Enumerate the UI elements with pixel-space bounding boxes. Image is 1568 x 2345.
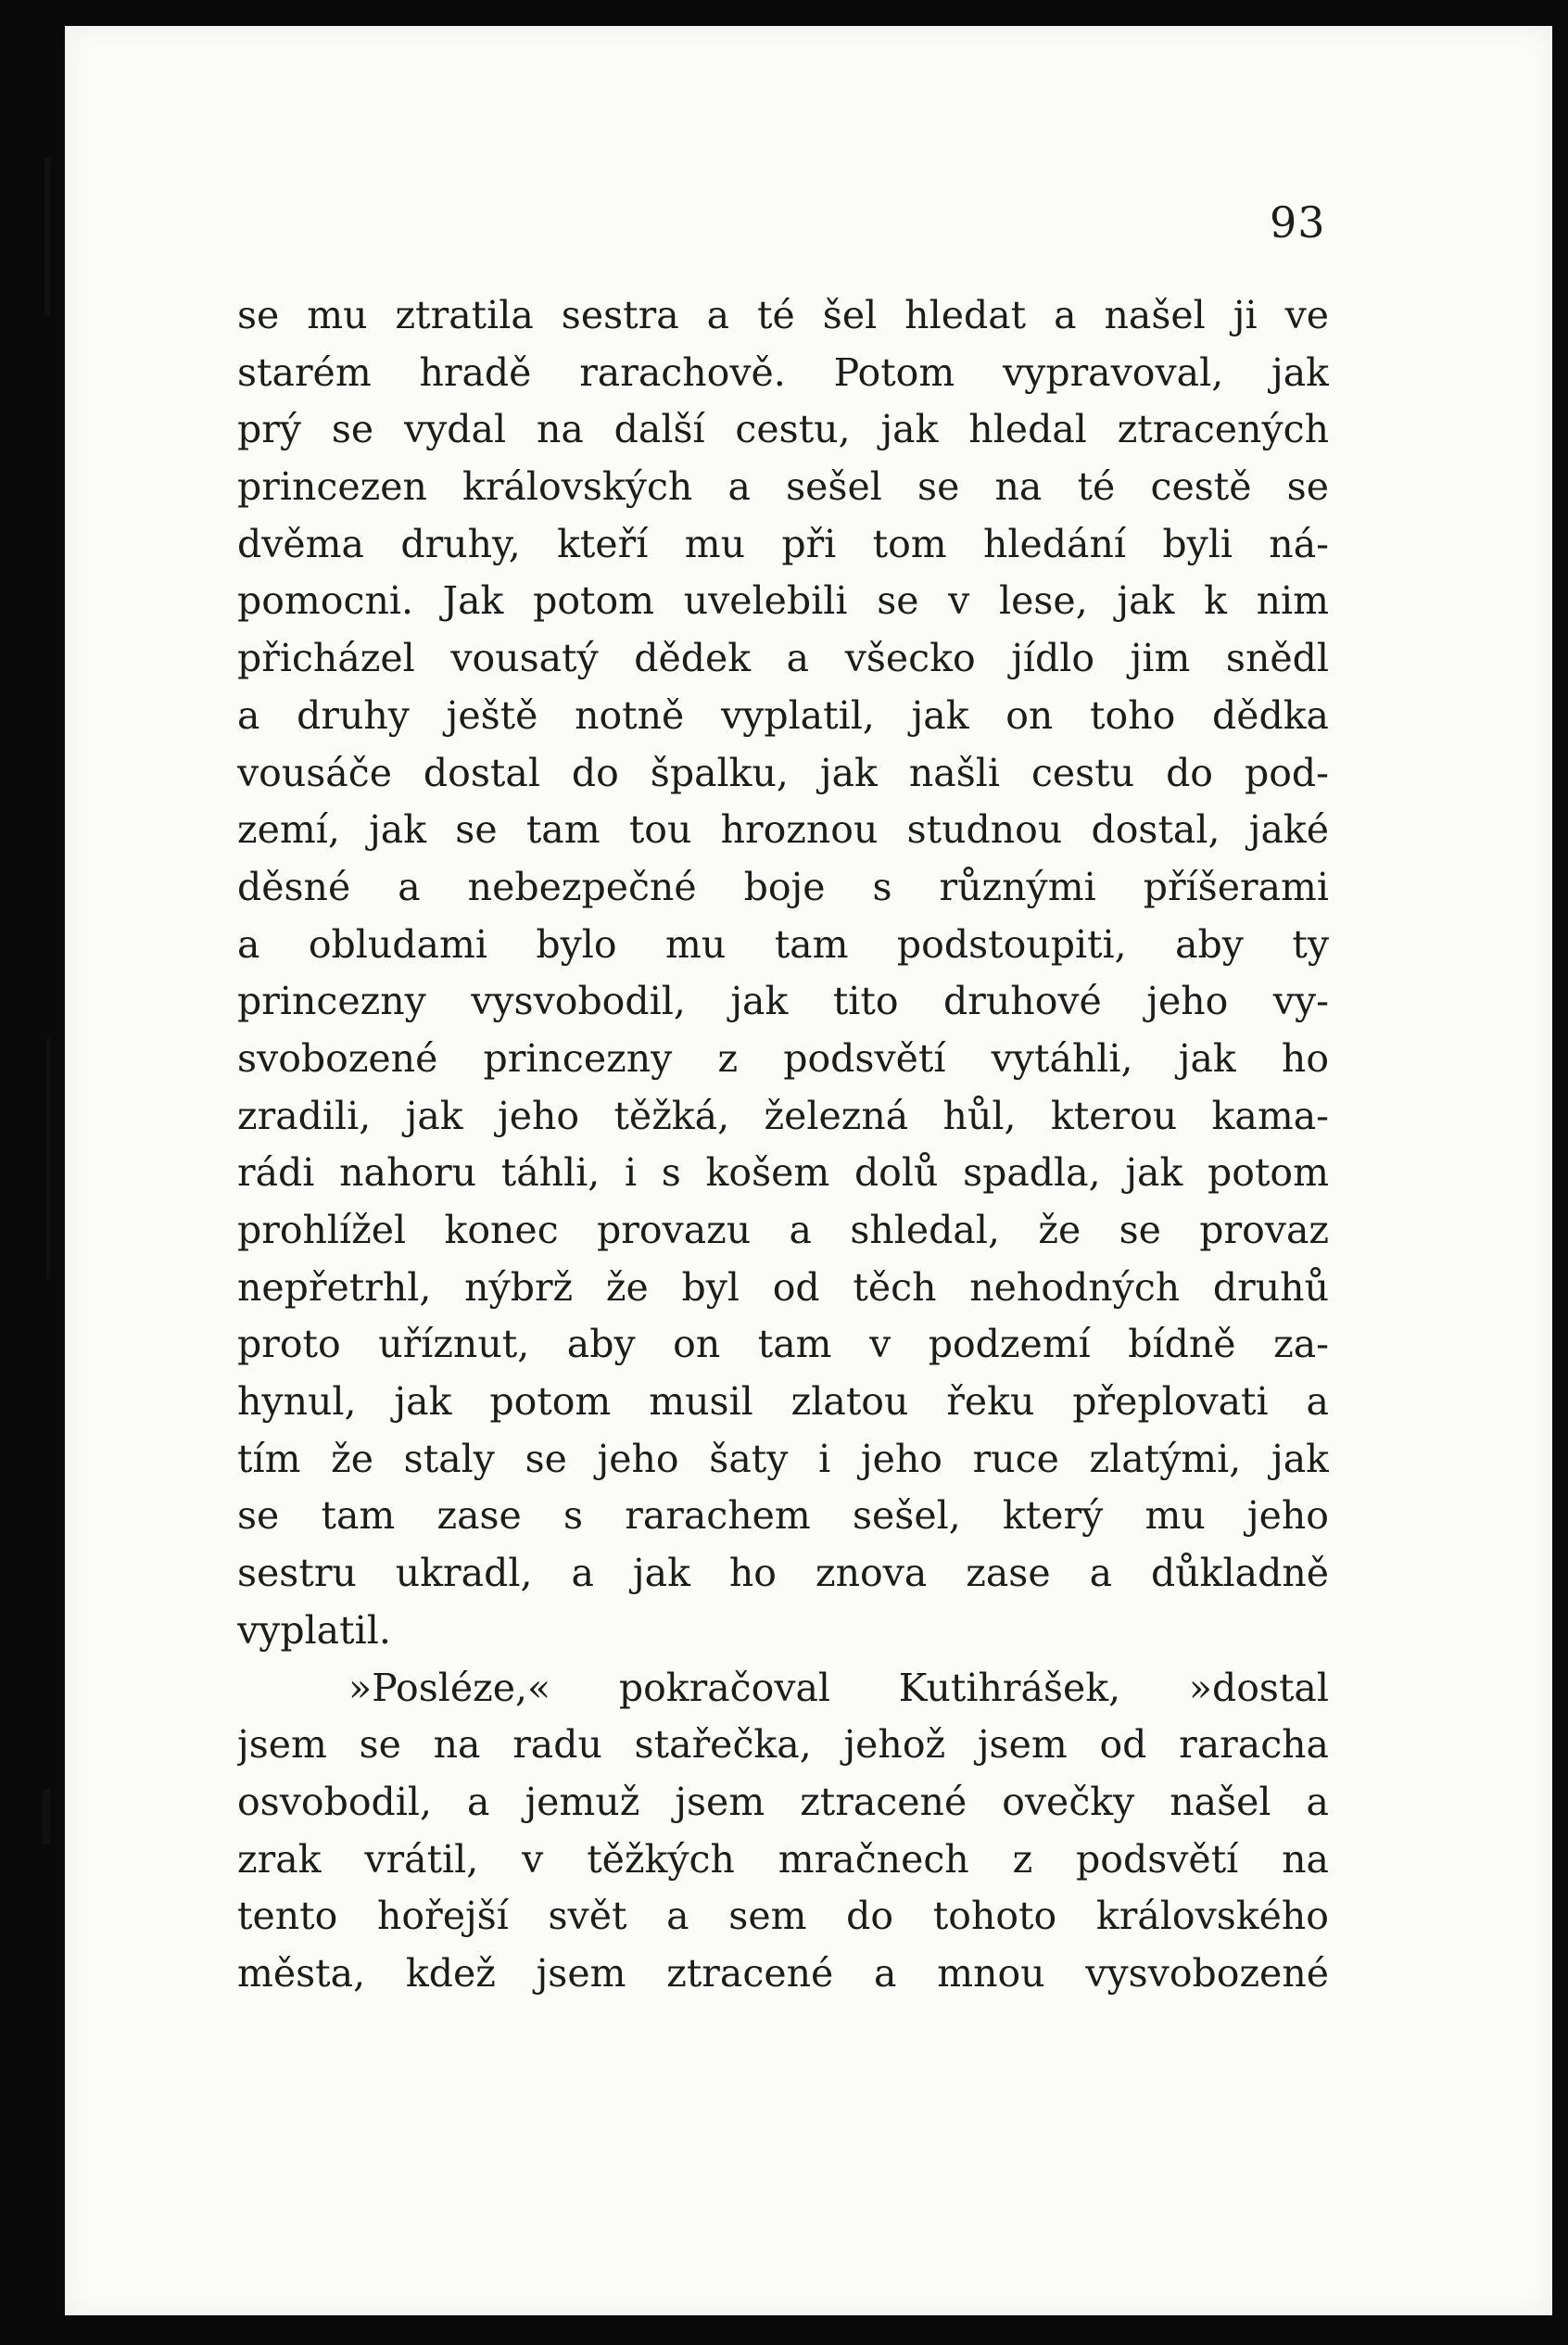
text-line: a obludami bylo mu tam podstoupiti, aby ty xyxy=(237,921,1329,967)
text-line: osvobodil, a jemuž jsem ztracené ovečky našel a xyxy=(237,1779,1329,1824)
text-line: prý se vydal na další cestu, jak hledal ztracených xyxy=(237,407,1329,452)
scan-edge-mark xyxy=(44,158,50,315)
text-line: jsem se na radu stařečka, jehož jsem od raracha xyxy=(237,1722,1329,1768)
scan-edge-mark xyxy=(46,1038,50,1279)
text-line: tím že staly se jeho šaty i jeho ruce zlatými, jak xyxy=(237,1436,1329,1481)
text-line: rádi nahoru táhli, i s košem dolů spadla, jak potom xyxy=(237,1150,1329,1196)
text-line: princezny vysvobodil, jak tito druhové jeho vy- xyxy=(237,979,1329,1024)
page-text xyxy=(237,287,1329,2003)
text-line: přicházel vousatý dědek a všecko jídlo jim snědl xyxy=(237,636,1329,681)
text-line: zradili, jak jeho těžká, železná hůl, kterou kama- xyxy=(237,1093,1329,1138)
text-line: zrak vrátil, v těžkých mračnech z podsvětí na xyxy=(237,1836,1329,1882)
text-line: nepřetrhl, nýbrž že byl od těch nehodných druhů xyxy=(237,1264,1329,1310)
paragraph-1 xyxy=(237,287,1329,1660)
paragraph-2 xyxy=(237,1660,1329,2003)
text-line: města, kdež jsem ztracené a mnou vysvobozené xyxy=(237,1950,1329,1996)
text-line: vousáče dostal do špalku, jak našli cestu do pod- xyxy=(237,750,1329,795)
text-line: »Posléze,« pokračoval Kutihrášek, »dostal xyxy=(348,1665,1329,1710)
text-line: proto uříznut, aby on tam v podzemí bídně za- xyxy=(237,1322,1329,1367)
text-line: děsné a nebezpečné boje s různými příšerami xyxy=(237,864,1329,909)
text-line: tento hořejší svět a sem do tohoto královského xyxy=(237,1894,1329,1939)
text-line: svobozené princezny z podsvětí vytáhli, jak ho xyxy=(237,1035,1329,1081)
page-number: 93 xyxy=(1270,197,1326,247)
text-line: dvěma druhy, kteří mu při tom hledání byli ná- xyxy=(237,521,1329,566)
text-line: a druhy ještě notně vyplatil, jak on toho dědka xyxy=(237,692,1329,738)
text-line: pomocni. Jak potom uvelebili se v lese, jak k nim xyxy=(237,578,1329,624)
text-line: se mu ztratila sestra a té šel hledat a našel ji ve xyxy=(237,293,1329,337)
text-line: vyplatil. xyxy=(237,1607,391,1653)
scan-edge-mark xyxy=(43,1789,50,1844)
text-line: zemí, jak se tam tou hroznou studnou dostal, jaké xyxy=(237,807,1329,853)
text-line: starém hradě rarachově. Potom vypravoval, jak xyxy=(237,349,1329,395)
text-line: se tam zase s rarachem sešel, který mu jeho xyxy=(237,1493,1329,1539)
text-line: sestru ukradl, a jak ho znova zase a důkladně xyxy=(237,1551,1329,1596)
text-line: princezen královských a sešel se na té cestě se xyxy=(237,464,1329,510)
text-line: hynul, jak potom musil zlatou řeku přeplovati a xyxy=(237,1379,1329,1425)
text-line: prohlížel konec provazu a shledal, že se provaz xyxy=(237,1208,1329,1252)
